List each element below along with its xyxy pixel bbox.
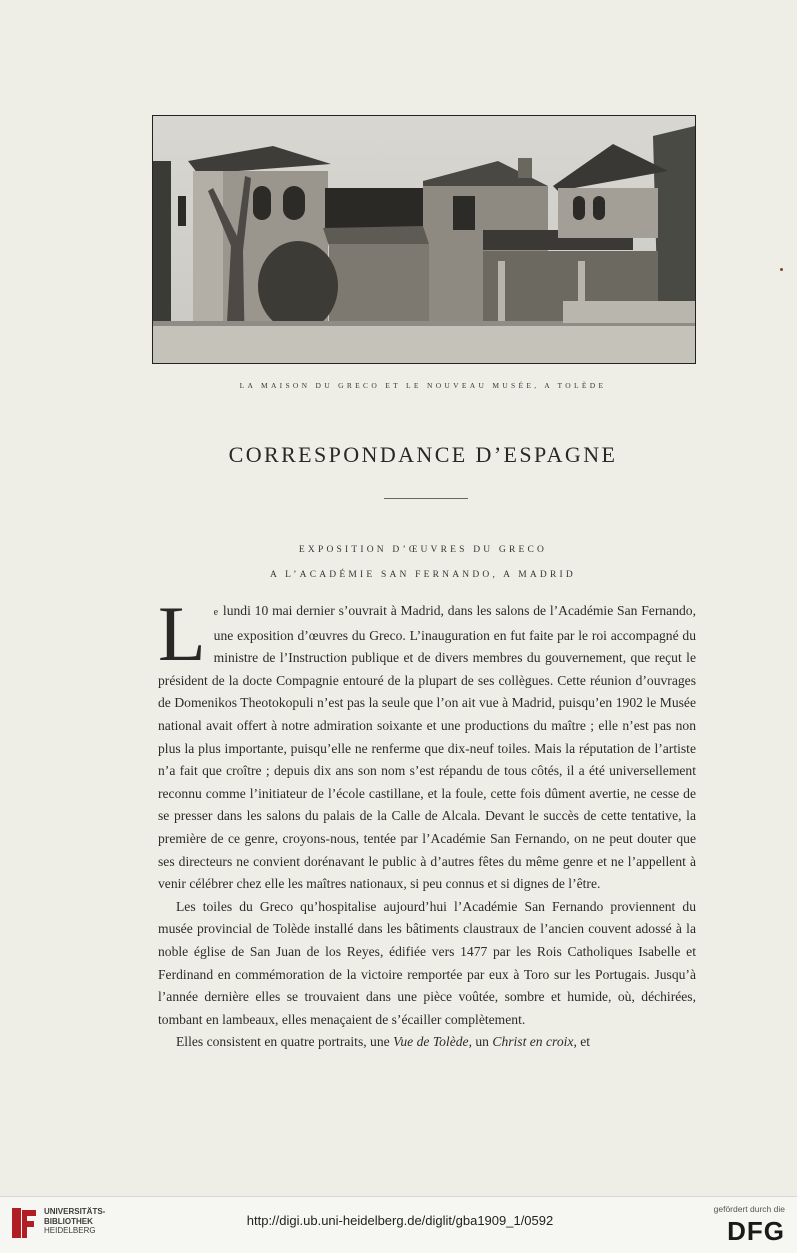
artwork-title-view-of-toledo: Vue de Tolède [393,1034,469,1050]
permalink-url[interactable]: http://digi.ub.uni-heidelberg.de/diglit/gba1909_1/0592 [246,1213,554,1228]
paragraph-3-text-mid: , un [468,1034,493,1050]
house-photograph [152,115,696,364]
funding-note: gefördert durch die [713,1204,785,1214]
paragraph-2: Les toiles du Greco qu’hospitalise aujourd’hui l’Académie San Fernando proviennent du musée provincial de Tolède installé dans les bâtiments claustraux de l’ancien couvent adossé à la noble église de San Juan de los Reyes, édifiée vers 1477 par les Rois Catholiques Isabelle et Ferdinand en commémoration de la victoire remportée par eux à Toro sur les Portugais. Jusqu’à l’année dernière elles se trouvaient dans une pièce voûtée, sombre et humide, où, déchirées, tombant en lambeaux, elles menaçaient de s’écailler complètement. [158,898,696,1027]
library-name-line-1: UNIVERSITÄTS- [44,1207,106,1216]
library-name [44,1207,105,1236]
article-subtitle-line-2: A L’ACADÉMIE SAN FERNANDO, A MADRID [270,570,576,580]
library-name-line-3: HEIDELBERG [44,1226,96,1235]
page-edge-mark [780,268,783,271]
drop-cap: L [158,590,206,677]
article-body [158,590,696,1054]
first-word-rest: e [213,607,220,618]
paragraph-3-text-end: , et [573,1034,591,1050]
paragraph-1-text: lundi 10 mai dernier s’ouvrait à Madrid, dans les salons de l’Académie San Fernando, une exposition d’œuvres du Greco. L’inauguration en fut faite par le roi accompagné du ministre de l’Instruction publique et de divers membres du gouvernement, que reçut le président de la docte Compagnie entouré de la plupart de ses collègues. Cette réunion d’ouvrages de Domenikos Theotokopuli n’est pas la seule que l’on ait vue à Madrid, puisqu’en 1902 le Musée national avait offert à notre admiration soixante et une productions du maître ; elle n’est pas non plus la plus importante, puisqu’elle ne renferme que dix-neuf toiles. Mais la réputation de l’artiste n’a fait que croître ; depuis dix ans son nom s’est répandu de tous côtés, il a été universellement reconnu comme l’initiateur de l’école castillane, et la foule, cette fois dûment avertie, ne cesse de se presser dans les salons du palais de la Calle de Alcala. Devant le succès de cette tentative, la première de ce genre, croyons-nous, tentée par l’Académie San Fernando, on ne peut douter que ses directeurs ne convient dorénavant le public à d’autres fêtes du même genre et ne l’appellent à venir célébrer chez elle les maîtres nationaux, si peu connus et si dignes de l’être. [158,603,696,892]
figure-caption: LA MAISON DU GRECO ET LE NOUVEAU MUSÉE, A TOLÈDE [239,381,607,390]
title-divider [384,498,468,499]
paragraph-3 [158,1031,696,1054]
ub-heidelberg-logo-icon[interactable] [10,1206,38,1240]
article-title: CORRESPONDANCE D’ESPAGNE [228,442,618,467]
house-photo-drawing [153,116,695,363]
library-name-line-2: BIBLIOTHEK [44,1216,93,1226]
artwork-title-christ-on-cross: Christ en croix [492,1034,574,1050]
paragraph-3-text-start: Elles consistent en quatre portraits, une [176,1034,394,1050]
article-subtitle-line-1: EXPOSITION D’ŒUVRES DU GRECO [298,545,548,555]
dfg-logo[interactable]: DFG [727,1216,785,1246]
paragraph-1 [158,590,696,896]
